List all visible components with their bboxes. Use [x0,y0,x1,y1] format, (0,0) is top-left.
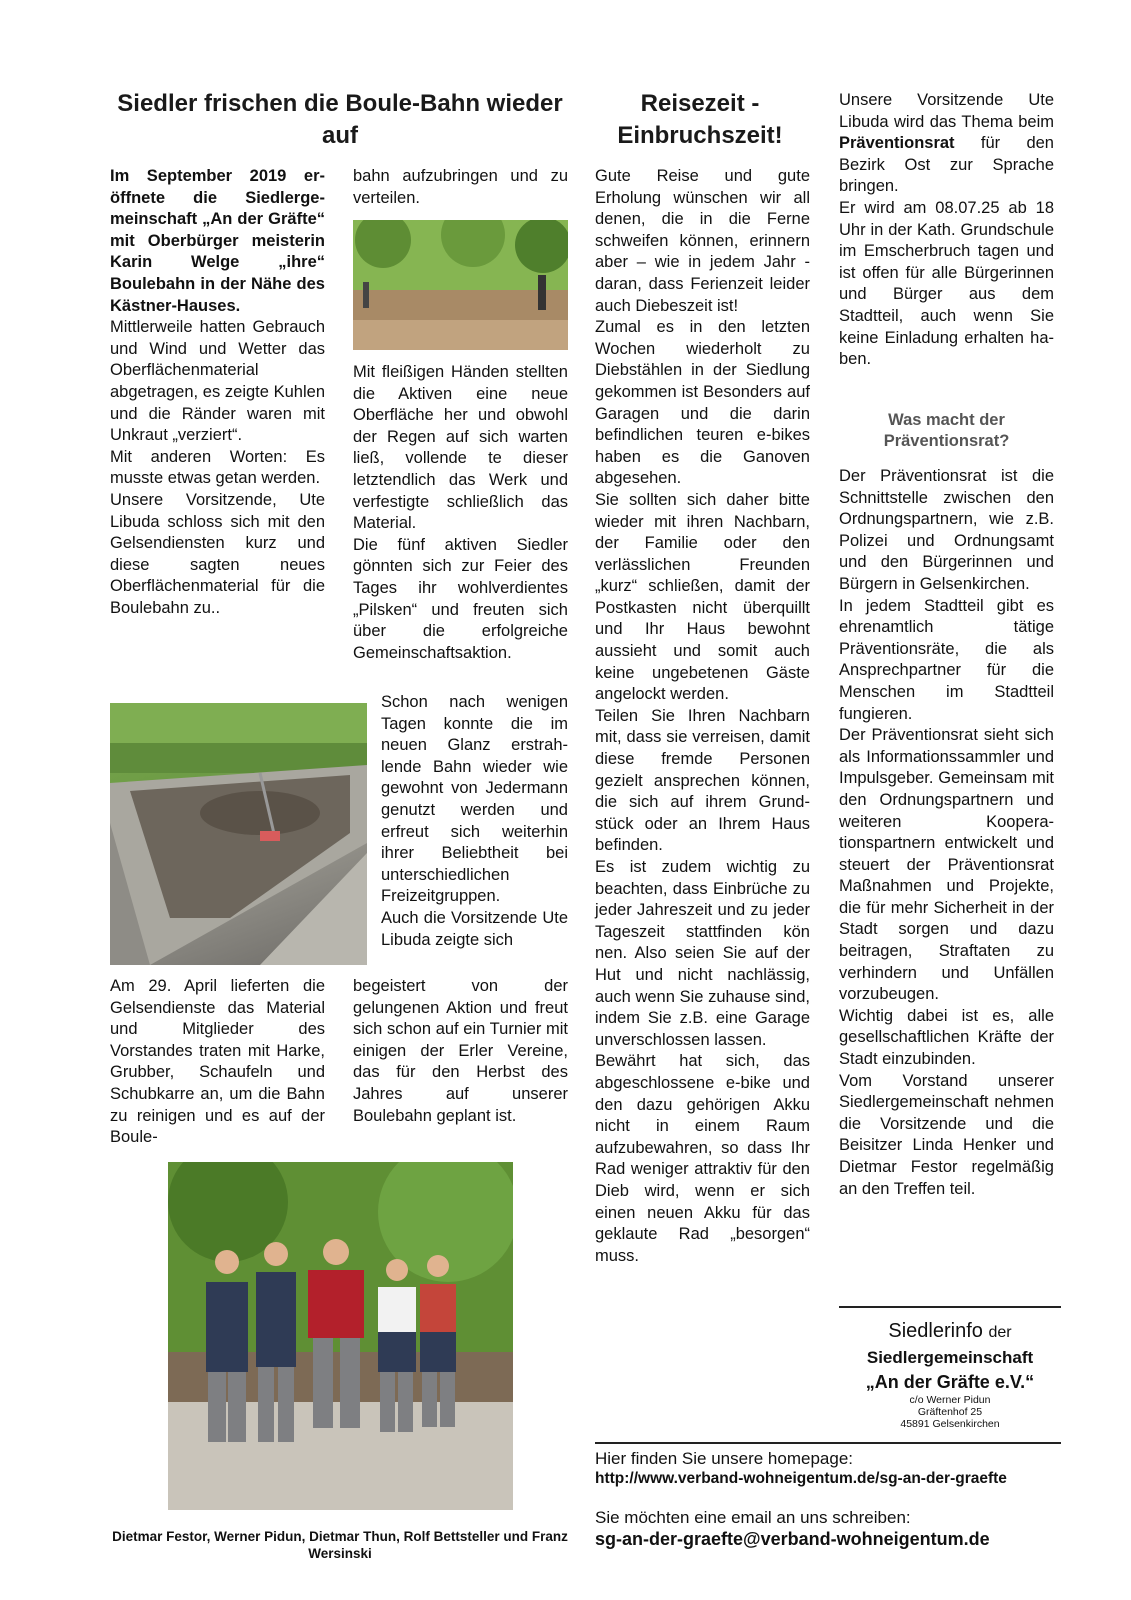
article-boule-column-2-indented [381,692,568,951]
article-praevention-paragraph: Der Präventionsrat ist die Schnittstelle zwischen den Ordnungspartnern, wie z.B. Polizei und Ordnungsamt und den Bürgerinnen und Bürgern in Gelsenkirchen. [839,467,1054,593]
email-link[interactable]: sg-an-der-graefte@verband-wohneigentum.de [595,1529,990,1549]
article-einbruch-paragraph: Es ist zudem wichtig zu beachten, dass Einbrüche zu jeder Jahreszeit und zu jeder Tageszeit stattfinden kön nen. Also seien Sie auf der Hut und nicht nachlässig, auch wenn Sie zuhause sind, indem Sie z.B. eine Garage unverschlossen lassen. [595,858,810,1049]
article-boule-paragraph: Mit fleißigen Händen stellten die Aktiven eine neue Oberfläche her und obwohl der Regen auf sich warten ließ, vollende te dieser letztendlich das Werk und verfestigte schließlich das Material. [353,363,568,533]
article-praevention-paragraph: Er wird am 08.07.25 ab 18 Uhr in der Kath. Grundschule im Emscherbruch tagen und ist offen für alle Bürgerinnen und Bürger aus dem Stadtteil, auch wenn Sie keine Einladung erhalten haben. [839,198,1054,369]
praevention-subtitle: Was macht der Präventionsrat? [883,411,1010,450]
masthead-title [839,1318,1061,1346]
article-einbruch-paragraph: Teilen Sie Ihren Nachbarn mit, dass sie verreisen, damit diese fremde Personen gezielt ansprechen können, die sich auf ihrem Grundstück oder an Ihrem Haus befinden. [595,706,810,855]
article-boule-column-1 [110,166,325,619]
article-boule-paragraph: Auch die Vorsitzende Ute Libuda zeigte sich [381,908,568,949]
article-boule-column-1-bottom [110,976,325,1149]
article-praevention-paragraph: In jedem Stadtteil gibt es ehrenamtlich tätige Präventionsräte, die als Ansprechpartner für die Menschen im Stadtteil fungieren. [839,596,1054,723]
email-label: Sie möchten eine email an uns schreiben: [595,1508,911,1527]
article-boule-paragraph: Unsere Vorsitzende, Ute Libuda schloss sich mit den Gelsendiensten kurz und diese sagten neues Oberflächenmaterial für die Boulebahn zu.. [110,490,325,617]
article-boule-column-2-bottom [353,976,568,1127]
article-boule-paragraph: Mit anderen Worten: Es musste etwas getan werden. [110,447,325,488]
article-boule-paragraph: bahn aufzubringen und zu verteilen. [353,167,568,207]
article-einbruch-paragraph: Zumal es in den letzten Wochen wiederholt zu Diebstählen in der Siedlung gekommen ist Besonders auf Garagen und die darin befindlichen teuren e-bikes haben es die Ganoven abgesehen. [595,318,810,488]
article-title-einbruch: Reisezeit - Einbruchszeit! [617,90,783,149]
article-boule-intro: Im September 2019 eröffnete die Siedlergemeinschaft „An der Gräfte“ mit Oberbürger meisterin Karin Welge „ihre“ Boulebahn in der Nähe des Kästner-Hauses. [110,167,325,315]
article-boule-paragraph: Am 29. April lieferten die Gelsendienste das Material und Mitglieder des Vorstandes traten mit Harke, Grubber, Schaufeln und Schubkarre an, um die Bahn zu reinigen und es auf der Boule- [110,977,325,1147]
contact-footer [595,1448,1061,1550]
photo-boule-bahn-sand-drawing [110,703,367,965]
divider [595,1442,1061,1444]
masthead-title-suffix: der [988,1324,1012,1341]
article-einbruch-paragraph: Sie sollten sich daher bitte wieder mit ihren Nachbarn, der Familie oder den verlässlichen Freunden „kurz“ schließen, damit der Postkasten nicht überquillt und Ihr Haus bewohnt aussieht und somit auch keine ungebetenen Gäste angelockt werden. [595,490,810,704]
photo-boule-workers-drawing [353,220,568,350]
article-boule-paragraph: Die fünf aktiven Siedler gönnten sich zur Feier des Tages ihr wohlverdientes „Pilsken“ und freuten sich über die erfolgreiche Gemeinschaftsaktion. [353,535,568,662]
photo-boule-workers [353,220,568,350]
masthead-address-line: c/o Werner Pidun [909,1394,991,1406]
article-praevention-column [839,466,1054,1200]
article-praevention-paragraph: Der Präventionsrat sieht sich als Informationssammler und Impulsgeber. Gemeinsam mit den Ordnungspartnern und weiteren Kooperationspartnern entwickelt und steuert der Präventionsrat Maßnahmen und Projekte, die für mehr Sicherheit in der Stadt sorgen und dazu beitragen, Straftaten zu verhindern und Unfällen vorzubeugen. [839,726,1054,1004]
article-einbruch-column [595,166,810,1267]
photo-group-members-drawing [168,1162,513,1510]
article-einbruch-paragraph: Bewährt hat sich, das abgeschlossene e-bike und den dazu gehörigen Akku nicht in einem Raum aufzubewahren, so dass Ihr Rad weniger attraktiv für den Dieb wird, wenn er sich einen neuen Akku für das geklaute Rad „besorgen“ muss. [595,1052,810,1265]
masthead-title-main: Siedlerinfo [888,1320,983,1342]
masthead-address-line: Gräftenhof 25 [917,1406,983,1418]
praevention-bold: Präventionsrat [839,134,955,153]
divider [839,1306,1061,1308]
homepage-link[interactable]: http://www.verband-wohneigentum.de/sg-an-der-graefte [595,1470,1007,1487]
photo-group-members [168,1162,513,1510]
article-boule-paragraph: Mittlerweile hatten Gebrauch und Wind und Wetter das Oberflächenmaterial abgetragen, es zeigte Kuhlen und die Ränder waren mit Unkraut „verziert“. [110,318,325,445]
article-einbruch-paragraph: Gute Reise und gute Erholung wünschen wir all denen, die in die Ferne schweifen können, erinnern aber – wie in jedem Jahr - daran, dass Ferienzeit leider auch Diebeszeit ist! [595,167,810,315]
photo-boule-bahn-sand [110,703,367,965]
article-boule-paragraph: Schon nach wenigen Tagen konnte die im neuen Glanz erstrahlende Bahn wieder wie gewohnt von Jedermann genutzt werden und erfreut sich weiterhin ihrer Beliebtheit bei unterschiedlichen Freizeitgruppen. [381,693,568,906]
homepage-label: Hier finden Sie unsere homepage: [595,1449,853,1468]
article-boule-column-2-middle [353,362,568,664]
praevention-text: Unsere Vorsitzende Ute Libuda wird das Thema beim [839,91,1054,131]
article-praevention-paragraph: Wichtig dabei ist es, alle gesellschaftlichen Kräfte der Stadt einzubinden. [839,1006,1054,1069]
article-praevention-paragraph: Vom Vorstand unserer Siedlergemeinschaft nehmen die Vorsitzende und die Beisitzer Linda Henker und Dietmar Festor regelmäßig an den Treffen teil. [839,1071,1054,1198]
masthead-org-name: „An der Gräfte e.V.“ [865,1372,1035,1392]
masthead-org: Siedlergemeinschaft [866,1348,1034,1367]
article-praevention-column-top [839,90,1054,371]
masthead-address-line: 45891 Gelsenkirchen [900,1418,1000,1430]
masthead [839,1318,1061,1430]
article-boule-paragraph: begeistert von der gelungenen Aktion und freut sich schon auf ein Turnier mit einigen der Erler Vereine, das für den Herbst des Jahres auf unserer Boulebahn geplant ist. [353,977,568,1125]
article-boule-column-2-top [353,166,568,209]
article-praevention-paragraph [839,90,1054,198]
photo-caption: Dietmar Festor, Werner Pidun, Dietmar Thun, Rolf Bettsteller und Franz Wersinski [112,1529,568,1561]
article-title-boule: Siedler frischen die Boule-Bahn wieder auf [117,90,563,149]
praevention-text: für den Bezirk Ost zur Sprache bringen. [839,134,1054,196]
